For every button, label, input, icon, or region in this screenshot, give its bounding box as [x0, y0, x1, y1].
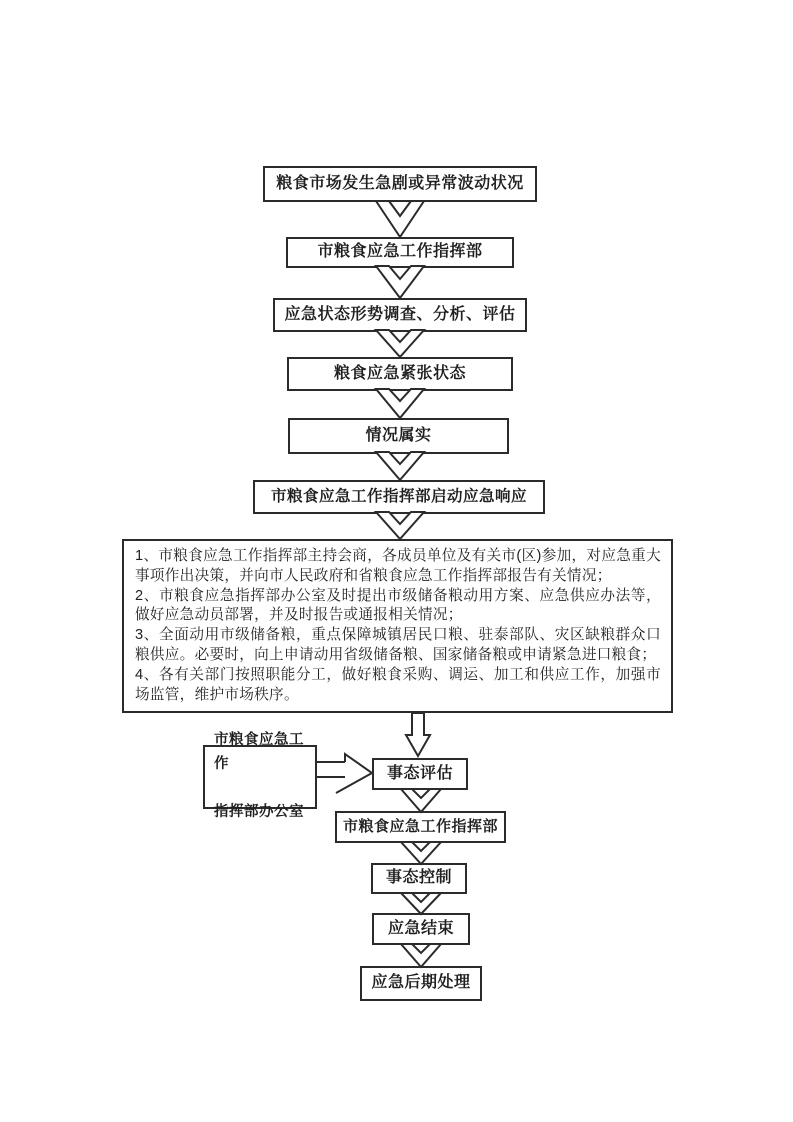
measure-item-1: 1、市粮食应急工作指挥部主持会商，各成员单位及有关市(区)参加，对应急重大事项作出决策，并向市人民政府和省粮食应急工作指挥部报告有关情况； [135, 548, 661, 584]
box-start-emergency-response [253, 480, 545, 514]
down-arrow-icon-2 [376, 266, 424, 298]
box-situation-confirmed [288, 418, 509, 454]
box-emergency-hq-2 [335, 811, 506, 843]
box-emergency-end [372, 913, 470, 945]
down-arrow-icon-1 [376, 201, 424, 237]
box-situation-investigation-label: 应急状态形势调查、分析、评估 [284, 305, 516, 323]
box-situation-evaluation-label: 事态评估 [386, 764, 453, 782]
down-arrow-icon-10 [401, 944, 441, 967]
box-situation-confirmed-label: 情况属实 [365, 426, 432, 444]
down-arrow-icon-8 [401, 842, 441, 864]
down-arrow-icon-5 [376, 452, 424, 480]
box-start-emergency-response-label: 市粮食应急工作指挥部启动应急响应 [270, 488, 527, 506]
measure-item-3: 3、全面动用市级储备粮，重点保障城镇居民口粮、驻泰部队、灾区缺粮群众口粮供应。必要时，向上申请动用省级储备粮、国家储备粮或申请紧急进口粮食； [135, 627, 661, 663]
down-arrow-icon-9 [401, 893, 441, 914]
box-post-emergency-processing-label: 应急后期处理 [371, 974, 471, 992]
down-arrow-icon-6 [376, 512, 424, 539]
box-situation-investigation [273, 298, 527, 332]
box-tension-state-label: 粮食应急紧张状态 [333, 364, 466, 382]
box-market-fluctuation [263, 166, 537, 202]
down-arrow-icon-3 [376, 330, 424, 357]
right-arrow-head-icon [336, 754, 372, 793]
box-situation-control-label: 事态控制 [385, 869, 452, 887]
box-hq-office [203, 732, 317, 820]
measure-item-2: 2、市粮食应急指挥部办公室及时提出市级储备粮动用方案、应急供应办法等，做好应急动员部署，并及时报告或通报相关情况； [135, 587, 661, 624]
box-emergency-hq-2-label: 市粮食应急工作指挥部 [342, 818, 498, 836]
box-situation-evaluation [372, 758, 468, 790]
box-hq-office-line2: 指挥部办公室 [214, 803, 304, 820]
down-arrow-icon-4 [376, 389, 424, 418]
box-post-emergency-processing [360, 966, 482, 1001]
box-market-fluctuation-label: 粮食市场发生急剧或异常波动状况 [276, 174, 524, 192]
box-emergency-hq-label: 市粮食应急工作指挥部 [317, 243, 483, 261]
down-arrow-icon-7 [401, 789, 441, 812]
box-emergency-end-label: 应急结束 [387, 919, 454, 937]
box-response-measures [122, 539, 673, 713]
down-arrow-solid-icon [406, 713, 430, 756]
box-emergency-hq [286, 237, 514, 268]
box-tension-state [287, 357, 513, 391]
box-situation-control [371, 863, 467, 894]
measure-item-4: 4、各有关部门按照职能分工，做好粮食采购、调运、加工和供应工作，加强市场监管，维护市场秩序。 [135, 666, 661, 703]
box-hq-office-line1: 市粮食应急工作 [214, 732, 304, 773]
